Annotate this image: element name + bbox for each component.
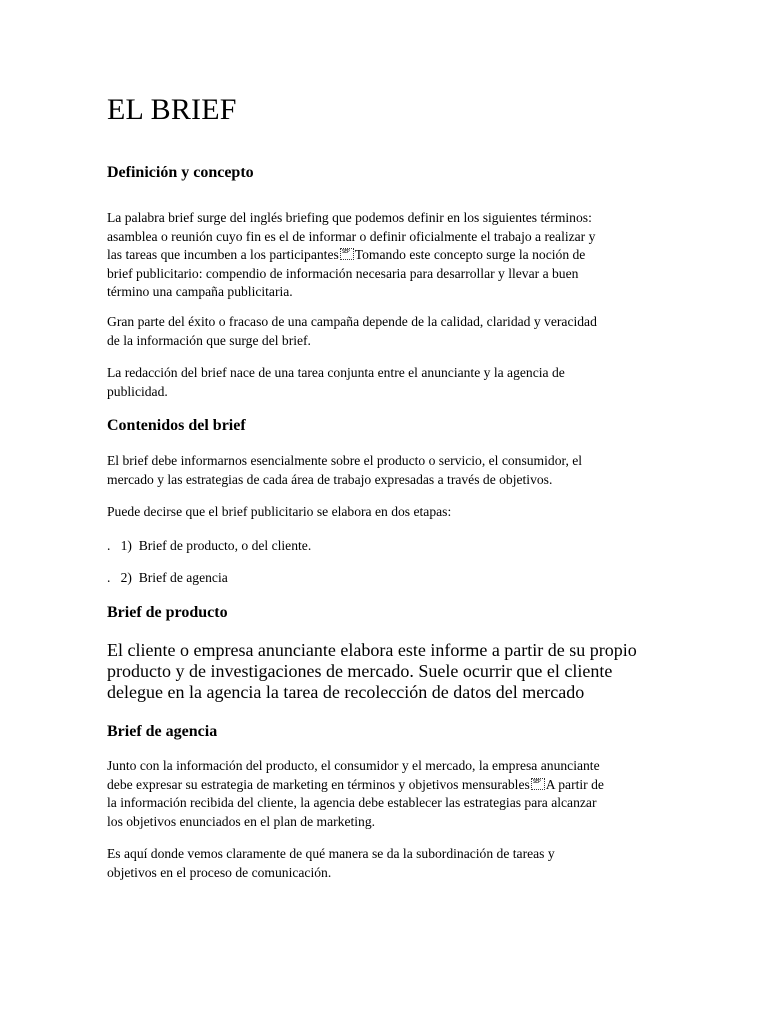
heading-brief-agencia: Brief de agencia <box>107 723 218 740</box>
text-line: La palabra brief surge del inglés briefing que podemos definir en los siguientes términos: <box>107 210 592 225</box>
text-line: La redacción del brief nace de una tarea conjunta entre el anunciante y la agencia de <box>107 365 565 380</box>
separator-glyph-icon <box>340 248 354 260</box>
text-line: Es aquí donde vemos claramente de qué manera se da la subordinación de tareas y <box>107 846 555 861</box>
text-fragment: las tareas que incumben a los participantes <box>107 247 339 262</box>
separator-glyph-label: SEP <box>341 249 350 255</box>
text-fragment: debe expresar su estrategia de marketing en términos y objetivos mensurables <box>107 776 530 792</box>
text-line: El cliente o empresa anunciante elabora este informe a partir de su propio <box>107 640 637 660</box>
heading-brief-producto: Brief de producto <box>107 604 228 621</box>
text-line: Puede decirse que el brief publicitario se elabora en dos etapas: <box>107 504 452 519</box>
paragraph-definicion <box>107 209 667 302</box>
text-line: brief publicitario: compendio de información necesaria para desarrollar y llevar a buen <box>107 265 579 281</box>
text-line: producto y de investigaciones de mercado. Suele ocurrir que el cliente <box>107 661 613 681</box>
text-line: mercado y las estrategias de cada área de trabajo expresadas a través de objetivos. <box>107 471 553 487</box>
separator-glyph-label: SEP <box>532 778 541 785</box>
separator-glyph-icon <box>531 778 545 790</box>
text-line: Gran parte del éxito o fracaso de una campaña depende de la calidad, claridad y veracidad <box>107 314 597 329</box>
heading-definicion: Definición y concepto <box>107 164 254 181</box>
list-item-etapa-1: . 1) Brief de producto, o del cliente. <box>107 538 312 553</box>
document-title: EL BRIEF <box>107 93 237 126</box>
paragraph-brief-agencia <box>107 757 667 831</box>
paragraph-subordinacion <box>107 845 667 882</box>
text-line: de la información que surge del brief. <box>107 332 311 348</box>
list-item-etapa-2: . 2) Brief de agencia <box>107 570 228 585</box>
text-line: objetivos en el proceso de comunicación. <box>107 864 332 880</box>
text-fragment: A partir de <box>545 776 604 792</box>
text-fragment: Tomando este concepto surge la noción de <box>354 247 586 262</box>
text-line: los objetivos enunciados en el plan de marketing. <box>107 813 376 829</box>
text-line <box>107 246 667 265</box>
heading-contenidos: Contenidos del brief <box>107 417 246 434</box>
paragraph-redaccion <box>107 364 667 401</box>
text-line: la información recibida del cliente, la agencia debe establecer las estrategias para alcanzar <box>107 795 597 810</box>
paragraph-contenidos <box>107 452 667 489</box>
text-line: El brief debe informarnos esencialmente sobre el producto o servicio, el consumidor, el <box>107 453 583 468</box>
text-line <box>107 776 667 795</box>
text-line: término una campaña publicitaria. <box>107 284 293 299</box>
paragraph-exito <box>107 313 667 350</box>
text-line: asamblea o reunión cuyo fin es el de informar o definir oficialmente el trabajo a realizar y <box>107 228 596 244</box>
paragraph-brief-producto <box>107 640 707 703</box>
text-line: delegue en la agencia la tarea de recolección de datos del mercado <box>107 682 585 702</box>
text-line: Junto con la información del producto, el consumidor y el mercado, la empresa anunciante <box>107 758 600 773</box>
text-line: publicidad. <box>107 383 168 399</box>
paragraph-etapas <box>107 503 667 522</box>
